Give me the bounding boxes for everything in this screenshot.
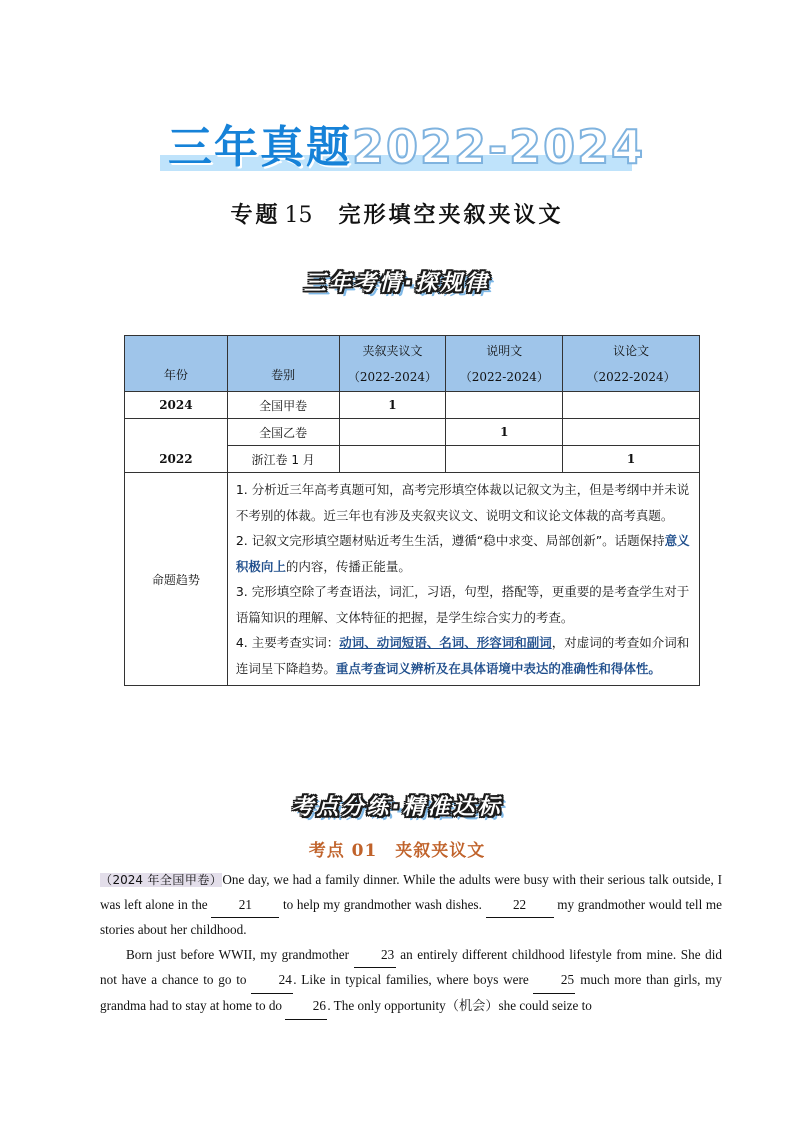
blank-21[interactable]: 21 <box>211 893 279 919</box>
kaodian-name: 夹叙夹议文 <box>395 841 486 861</box>
trend-point-4 <box>236 630 691 681</box>
blank-23[interactable]: 23 <box>354 943 396 969</box>
passage-text: . The only opportunity（机会）she could seize to <box>327 997 592 1013</box>
passage-text: . Like in typical families, where boys were <box>293 972 534 988</box>
row-count <box>446 392 563 419</box>
row-volume: 全国乙卷 <box>227 419 339 446</box>
blank-22[interactable]: 22 <box>486 893 554 919</box>
trend-highlight: 重点考查词义辨析及在具体语境中表达的准确性和得体性。 <box>335 660 661 676</box>
header-volume: 卷别 <box>227 336 339 392</box>
row-count <box>446 446 563 473</box>
row-year: 2024 <box>125 392 228 419</box>
topic-prefix: 专题 <box>230 202 281 228</box>
trend-point-1: 1. 分析近三年高考真题可知，高考完形填空体裁以记叙文为主，但是考纲中并未说不考别的体裁。近三年也有涉及夹叙夹议文、说明文和议论文体裁的高考真题。 <box>235 482 690 523</box>
passage-paragraph <box>100 868 722 943</box>
cloze-passage <box>100 868 722 1020</box>
header-year: 年份 <box>125 336 228 392</box>
trend-row <box>125 473 700 686</box>
header-type-name: 夹叙夹议文 <box>362 343 423 358</box>
trend-text-span: 的内容，传播正能量。 <box>285 558 411 574</box>
trend-highlight: 动词、动词短语、名词、形容词和副词 <box>339 635 552 650</box>
passage-text: my grandmother would tell me stories about her childhood. <box>100 896 723 938</box>
table-row <box>125 392 700 419</box>
header-type-expository <box>446 336 563 392</box>
table-row <box>125 419 700 446</box>
passage-paragraph <box>100 943 722 1020</box>
section-heading-trends: 三年考情·探规律 <box>303 271 491 296</box>
row-volume: 浙江卷 1 月 <box>227 446 339 473</box>
trend-highlight: 意义积极向上 <box>235 533 690 574</box>
row-count: 1 <box>339 392 446 419</box>
row-volume: 全国甲卷 <box>227 392 339 419</box>
passage-text: Born just before WWII, my grandmother <box>126 946 354 962</box>
header-type-name: 议论文 <box>613 343 650 358</box>
header-type-range: （2022-2024） <box>347 369 438 384</box>
passage-text: One day, we had a family dinner. While the adults were busy with their serious talk outside, I was left alone in the <box>100 872 722 912</box>
trend-point-3: 3. 完形填空除了考查语法，词汇，习语，句型，搭配等，更重要的是考查学生对于语篇知识的理解、文体特征的把握，是学生综合实力的考查。 <box>235 584 690 625</box>
section-heading-practice: 考点分练·精准达标 <box>291 795 503 820</box>
row-count: 1 <box>446 419 563 446</box>
trend-text-span: 2. 记叙文完形填空题材贴近考生生活，遵循“稳中求变、局部创新”。话题保持 <box>235 533 665 548</box>
row-count <box>563 419 700 446</box>
row-year: 2022 <box>125 419 228 473</box>
passage-text: to help my grandmother wash dishes. <box>279 896 486 912</box>
header-type-argumentative <box>563 336 700 392</box>
trend-text-span: ，对虚词的考查如介词和连词呈下降趋势。 <box>235 635 690 676</box>
row-count <box>339 419 446 446</box>
header-type-narrative <box>339 336 446 392</box>
blank-26[interactable]: 26 <box>285 994 327 1020</box>
title-banner <box>0 120 794 180</box>
passage-text: much more than girls, my grandma had to stay at home to do <box>100 972 722 1013</box>
trend-label: 命题趋势 <box>125 473 228 686</box>
trend-text <box>227 473 699 686</box>
source-tag: （2024 年全国甲卷） <box>100 873 223 887</box>
header-type-name: 说明文 <box>486 343 523 358</box>
topic-name: 完形填空夹叙夹议文 <box>338 202 564 228</box>
blank-25[interactable]: 25 <box>533 968 575 994</box>
trend-text-span: 4. 主要考查实词： <box>235 635 340 650</box>
kaodian-label: 考点 01 <box>308 841 378 861</box>
row-count: 1 <box>563 446 700 473</box>
blank-24[interactable]: 24 <box>251 968 293 994</box>
passage-text: an entirely different childhood lifestyle from mine. She did not have a chance to go to <box>100 946 722 988</box>
banner-title-years: 2022-2024 <box>352 120 646 174</box>
banner-title-cn: 三年真题 <box>168 122 352 173</box>
header-type-range: （2022-2024） <box>586 369 676 384</box>
row-count <box>563 392 700 419</box>
row-count <box>339 446 446 473</box>
trend-point-2 <box>236 528 691 579</box>
topic-number: 15 <box>284 203 313 228</box>
kaodian-title <box>0 836 794 861</box>
header-type-range: （2022-2024） <box>459 369 549 384</box>
topic-title <box>0 198 794 229</box>
exam-stats-table <box>124 335 700 686</box>
